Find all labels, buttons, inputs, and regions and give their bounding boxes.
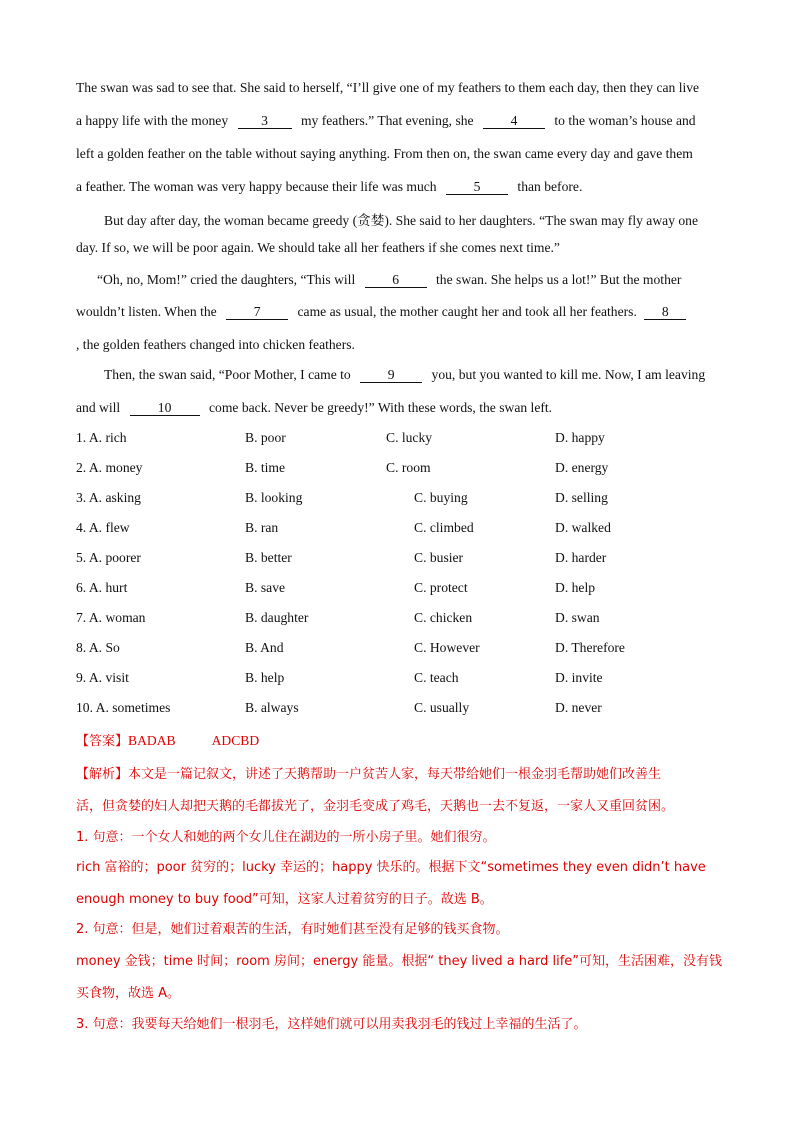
passage-line bbox=[76, 240, 560, 256]
option-c: C. busier bbox=[414, 550, 464, 565]
analysis-label: 【解析】 bbox=[76, 767, 129, 782]
option-d: D. Therefore bbox=[555, 640, 625, 655]
option-d: D. swan bbox=[555, 610, 600, 625]
option-b: B. always bbox=[245, 700, 299, 715]
option-d: D. invite bbox=[555, 670, 603, 685]
passage-text: But day after day, the woman became greedy (贪婪). She said to her daughters. “The swan may fly away one bbox=[104, 213, 699, 228]
passage-line bbox=[76, 179, 582, 195]
passage-text: left a golden feather on the table without saying anything. From then on, the swan came every day and gave them bbox=[76, 146, 693, 161]
passage-text: The swan was sad to see that. She said to herself, “I’ll give one of my feathers to them each day, then they can live bbox=[76, 80, 700, 95]
option-c: C. However bbox=[414, 640, 480, 655]
option-d: D. never bbox=[555, 700, 602, 715]
passage-text: and will bbox=[76, 400, 121, 415]
option-b: B. ran bbox=[245, 520, 279, 535]
analysis-q3-title: 3. 句意：我要每天给她们一根羽毛，这样她们就可以用卖我羽毛的钱过上幸福的生活了。 bbox=[76, 1017, 587, 1032]
option-a: 5. A. poorer bbox=[76, 550, 141, 565]
option-b: B. poor bbox=[245, 430, 286, 445]
option-b: B. And bbox=[245, 640, 284, 655]
passage-line bbox=[104, 209, 698, 229]
blank-10: 10 bbox=[130, 401, 200, 416]
option-a: 9. A. visit bbox=[76, 670, 129, 685]
passage-line bbox=[97, 272, 681, 288]
blank-9: 9 bbox=[360, 368, 422, 383]
passage-text: the swan. She helps us a lot!” But the mother bbox=[436, 272, 682, 287]
passage-text: you, but you wanted to kill me. Now, I am leaving bbox=[431, 367, 706, 382]
option-b: B. time bbox=[245, 460, 286, 475]
option-b: B. looking bbox=[245, 490, 303, 505]
analysis-line: rich 富裕的；poor 贫穷的；lucky 幸运的；happy 快乐的。根据下文“sometimes they even didn’t have bbox=[76, 860, 706, 875]
passage-text: Then, the swan said, “Poor Mother, I came to bbox=[104, 367, 351, 382]
option-c: C. usually bbox=[414, 700, 470, 715]
passage-text: day. If so, we will be poor again. We should take all her feathers if she comes next time.” bbox=[76, 240, 560, 255]
analysis-line: enough money to buy food”可知，这家人过着贫穷的日子。故选 B。 bbox=[76, 892, 493, 907]
option-b: B. save bbox=[245, 580, 286, 595]
option-a: 7. A. woman bbox=[76, 610, 146, 625]
option-c: C. climbed bbox=[414, 520, 474, 535]
analysis-q2-title: 2. 句意：但是，她们过着艰苦的生活，有时她们甚至没有足够的钱买食物。 bbox=[76, 922, 509, 937]
passage-text: a feather. The woman was very happy because their life was much bbox=[76, 179, 437, 194]
passage-text: came as usual, the mother caught her and took all her feathers. bbox=[297, 304, 637, 319]
option-a: 6. A. hurt bbox=[76, 580, 128, 595]
option-b: B. daughter bbox=[245, 610, 309, 625]
option-d: D. happy bbox=[555, 430, 605, 445]
passage-line bbox=[76, 146, 693, 162]
option-d: D. harder bbox=[555, 550, 607, 565]
answer-part2: ADCBD bbox=[211, 733, 260, 748]
passage-text: come back. Never be greedy!” With these words, the swan left. bbox=[209, 400, 553, 415]
blank-3: 3 bbox=[238, 114, 292, 129]
option-c: C. protect bbox=[414, 580, 468, 595]
option-a: 3. A. asking bbox=[76, 490, 141, 505]
option-c: C. buying bbox=[414, 490, 468, 505]
option-a: 2. A. money bbox=[76, 460, 143, 475]
passage-text: my feathers.” That evening, she bbox=[300, 113, 474, 128]
answer-label: 【答案】 bbox=[76, 734, 129, 749]
passage-text: to the woman’s house and bbox=[554, 113, 696, 128]
passage-text: wouldn’t listen. When the bbox=[76, 304, 217, 319]
option-a: 8. A. So bbox=[76, 640, 120, 655]
passage-text: than before. bbox=[517, 179, 583, 194]
passage-line bbox=[76, 80, 699, 96]
passage-line bbox=[76, 400, 552, 416]
blank-5: 5 bbox=[446, 180, 508, 195]
option-c: C. lucky bbox=[386, 430, 433, 445]
option-d: D. walked bbox=[555, 520, 611, 535]
option-b: B. help bbox=[245, 670, 285, 685]
option-a: 4. A. flew bbox=[76, 520, 130, 535]
answer-part1: BADAB bbox=[128, 733, 176, 748]
analysis-line: 买食物，故选 A。 bbox=[76, 986, 181, 1001]
analysis-text: 本文是一篇记叙文，讲述了天鹅帮助一户贫苦人家，每天带给她们一根金羽毛帮助她们改善生 bbox=[128, 767, 662, 782]
passage-line bbox=[76, 337, 355, 353]
passage-line bbox=[76, 113, 696, 129]
passage-text: a happy life with the money bbox=[76, 113, 229, 128]
passage-line bbox=[76, 304, 690, 320]
blank-8: 8 bbox=[644, 305, 686, 320]
analysis-line bbox=[76, 763, 661, 782]
analysis-line: 活，但贪婪的妇人却把天鹅的毛都拔光了，金羽毛变成了鸡毛，天鹅也一去不复返，一家人又重回贫困。 bbox=[76, 799, 675, 814]
answer-line bbox=[76, 730, 259, 749]
option-a: 1. A. rich bbox=[76, 430, 127, 445]
option-c: C. chicken bbox=[414, 610, 473, 625]
option-d: D. energy bbox=[555, 460, 609, 475]
blank-4: 4 bbox=[483, 114, 545, 129]
option-c: C. room bbox=[386, 460, 431, 475]
option-c: C. teach bbox=[414, 670, 459, 685]
option-d: D. selling bbox=[555, 490, 608, 505]
blank-7: 7 bbox=[226, 305, 288, 320]
passage-text: , the golden feathers changed into chicken feathers. bbox=[76, 337, 355, 352]
analysis-q1-title: 1. 句意：一个女人和她的两个女儿住在湖边的一所小房子里。她们很穷。 bbox=[76, 830, 496, 845]
passage-line bbox=[104, 367, 705, 383]
option-d: D. help bbox=[555, 580, 596, 595]
option-a: 10. A. sometimes bbox=[76, 700, 171, 715]
option-b: B. better bbox=[245, 550, 292, 565]
analysis-line: money 金钱；time 时间；room 房间；energy 能量。根据“ they lived a hard life”可知，生活困难，没有钱 bbox=[76, 954, 723, 969]
blank-6: 6 bbox=[365, 273, 427, 288]
passage-text: “Oh, no, Mom!” cried the daughters, “This will bbox=[97, 272, 356, 287]
